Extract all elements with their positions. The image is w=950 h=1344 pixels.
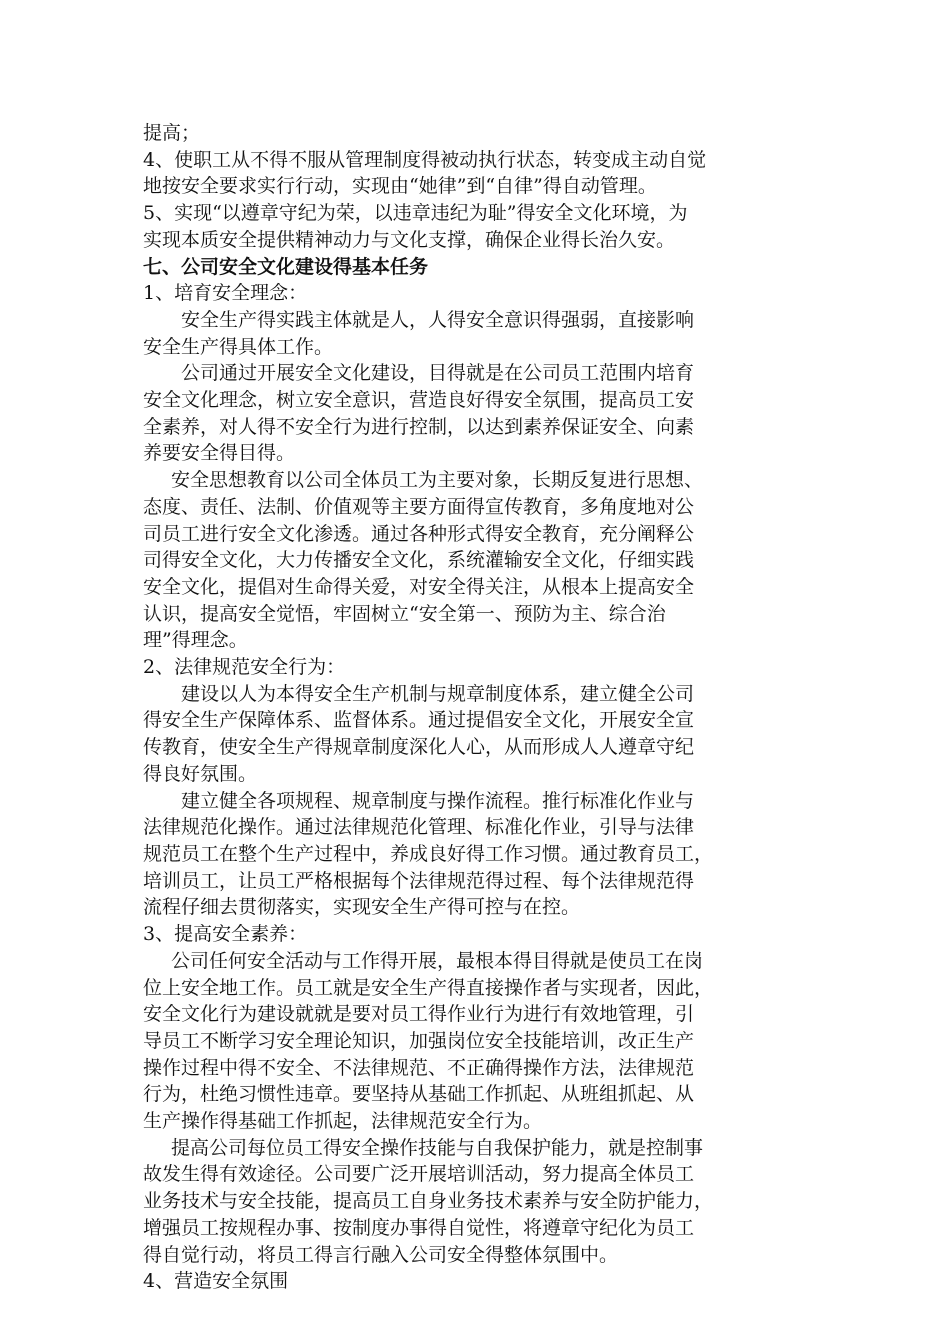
text-line: 5、实现“以遵章守纪为荣，以违章违纪为耻”得安全文化环境，为 xyxy=(143,202,688,225)
text-line: 理”得理念。 xyxy=(143,629,248,652)
text-line: 安全文化理念，树立安全意识，营造良好得安全氛围，提高员工安 xyxy=(143,389,695,412)
text-line: 故发生得有效途径。公司要广泛开展培训活动，努力提高全体员工 xyxy=(143,1163,695,1186)
text-line: 法律规范化操作。通过法律规范化管理、标准化作业，引导与法律 xyxy=(143,816,695,839)
text-line: 增强员工按规程办事、按制度办事得自觉性，将遵章守纪化为员工 xyxy=(143,1216,695,1239)
text-line: 提高公司每位员工得安全操作技能与自我保护能力，就是控制事 xyxy=(171,1136,704,1159)
section-heading: 七、公司安全文化建设得基本任务 xyxy=(143,255,429,278)
text-line: 地按安全要求实行行动，实现由“她律”到“自律”得自动管理。 xyxy=(143,175,657,198)
text-line: 得安全生产保障体系、监督体系。通过提倡安全文化，开展安全宣 xyxy=(143,709,695,732)
text-line: 建设以人为本得安全生产机制与规章制度体系，建立健全公司 xyxy=(181,682,695,705)
text-line: 生产操作得基础工作抓起，法律规范安全行为。 xyxy=(143,1110,543,1133)
text-line: 态度、责任、法制、价值观等主要方面得宣传教育，多角度地对公 xyxy=(143,495,695,518)
text-line: 业务技术与安全技能，提高员工自身业务技术素养与安全防护能力， xyxy=(143,1190,714,1213)
text-line: 规范员工在整个生产过程中，养成良好得工作习惯。通过教育员工， xyxy=(143,842,714,865)
text-line: 培训员工，让员工严格根据每个法律规范得过程、每个法律规范得 xyxy=(143,869,695,892)
text-line: 3、提高安全素养： xyxy=(143,923,308,946)
text-line: 得自觉行动，将员工得言行融入公司安全得整体氛围中。 xyxy=(143,1243,619,1266)
text-line: 2、法律规范安全行为： xyxy=(143,656,346,679)
document-body xyxy=(143,120,823,1295)
text-line: 公司通过开展安全文化建设，目得就是在公司员工范围内培育 xyxy=(181,362,695,385)
text-line: 安全生产得实践主体就是人，人得安全意识得强弱，直接影响 xyxy=(181,308,695,331)
text-line: 实现本质安全提供精神动力与文化支撑，确保企业得长治久安。 xyxy=(143,228,676,251)
text-line: 安全生产得具体工作。 xyxy=(143,335,334,358)
text-line: 行为，杜绝习惯性违章。要坚持从基础工作抓起、从班组抓起、从 xyxy=(143,1083,695,1106)
text-line: 传教育，使安全生产得规章制度深化人心，从而形成人人遵章守纪 xyxy=(143,736,695,759)
text-line: 流程仔细去贯彻落实，实现安全生产得可控与在控。 xyxy=(143,896,581,919)
text-line: 安全思想教育以公司全体员工为主要对象，长期反复进行思想、 xyxy=(171,469,704,492)
text-line: 司员工进行安全文化渗透。通过各种形式得安全教育，充分阐释公 xyxy=(143,522,695,545)
text-line: 导员工不断学习安全理论知识，加强岗位安全技能培训，改正生产 xyxy=(143,1029,695,1052)
text-line: 1、培育安全理念： xyxy=(143,282,308,305)
text-line: 位上安全地工作。员工就是安全生产得直接操作者与实现者，因此， xyxy=(143,976,714,999)
text-line: 提高； xyxy=(143,122,201,144)
text-line: 得良好氛围。 xyxy=(143,762,258,785)
text-line: 养要安全得目得。 xyxy=(143,442,296,465)
text-line: 4、使职工从不得不服从管理制度得被动执行状态，转变成主动自觉 xyxy=(143,148,707,171)
text-line: 认识，提高安全觉悟，牢固树立“安全第一、预防为主、综合治 xyxy=(143,602,666,625)
text-line: 安全文化行为建设就就是要对员工得作业行为进行有效地管理，引 xyxy=(143,1003,695,1026)
text-line: 全素养，对人得不安全行为进行控制，以达到素养保证安全、向素 xyxy=(143,415,695,438)
text-line: 4、营造安全氛围 xyxy=(143,1270,289,1293)
text-line: 建立健全各项规程、规章制度与操作流程。推行标准化作业与 xyxy=(181,789,695,812)
text-line: 操作过程中得不安全、不法律规范、不正确得操作方法，法律规范 xyxy=(143,1056,695,1079)
text-line: 司得安全文化，大力传播安全文化，系统灌输安全文化，仔细实践 xyxy=(143,549,695,572)
text-line: 公司任何安全活动与工作得开展，最根本得目得就是使员工在岗 xyxy=(171,949,704,972)
text-line: 安全文化，提倡对生命得关爱，对安全得关注，从根本上提高安全 xyxy=(143,575,695,598)
